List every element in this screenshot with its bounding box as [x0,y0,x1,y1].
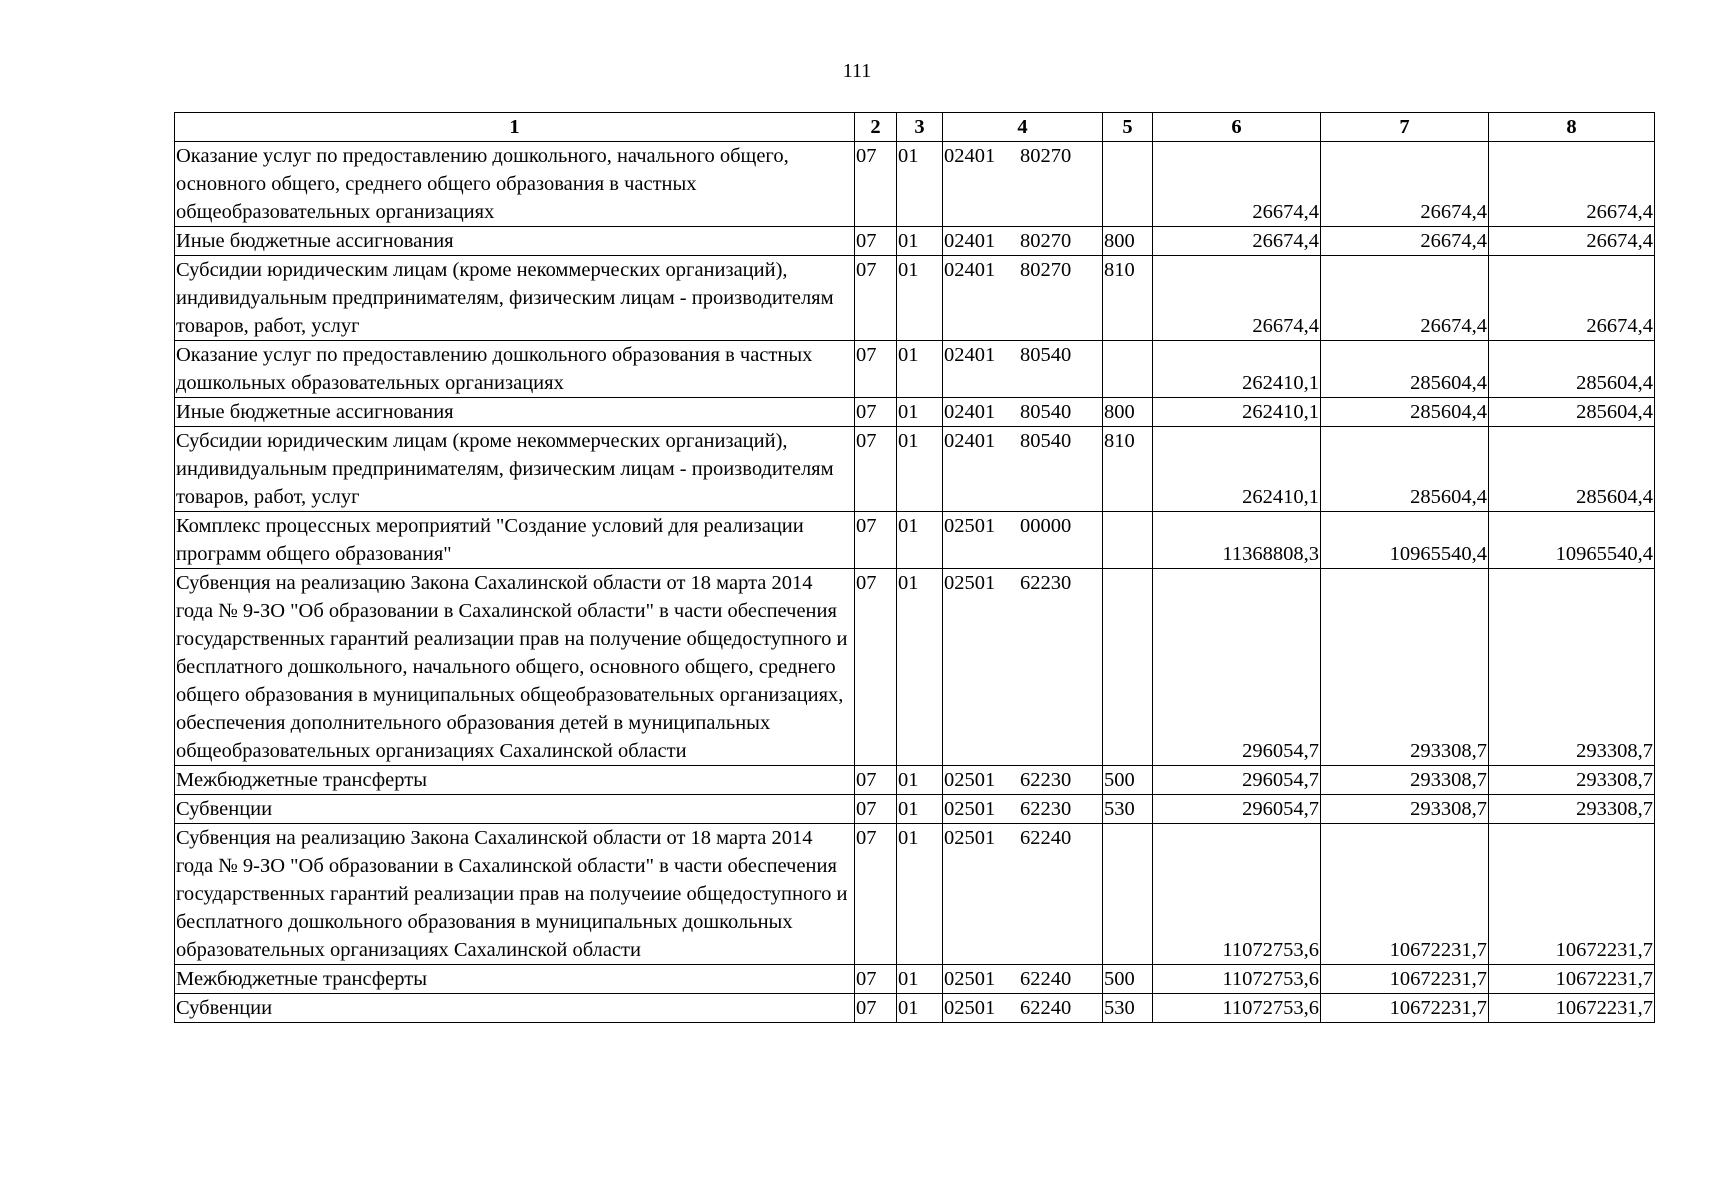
target-article-cell [943,824,1103,965]
expense-type-cell: 800 [1103,227,1153,256]
section-code-cell: 07 [855,142,897,227]
header-col-1: 1 [175,113,855,142]
row-name-cell: Субвенция на реализацию Закона Сахалинской области от 18 марта 2014 года № 9-ЗО "Об образовании в Сахалинской области" в части обеспечения государственных гарантий реализации прав на получеиие общедоступного и бесплатного дошкольного образования в муниципальных дошкольных образовательных организациях Сахалинской области [175,824,855,965]
direction-code: 00000 [1020,515,1072,537]
section-code-cell: 07 [855,994,897,1023]
expense-type-cell: 500 [1103,965,1153,994]
subsection-code-cell: 01 [897,341,943,398]
amount-col-7-cell: 293308,7 [1321,795,1489,824]
program-code: 02501 [944,997,996,1019]
program-code: 02401 [944,430,996,452]
subsection-code-cell: 01 [897,824,943,965]
amount-col-8-cell: 285604,4 [1489,341,1655,398]
row-name-cell: Оказание услуг по предоставлению дошкольного образования в частных дошкольных образовательных организациях [175,341,855,398]
amount-col-8-cell: 293308,7 [1489,795,1655,824]
target-article-cell [943,965,1103,994]
amount-col-7-cell: 10672231,7 [1321,824,1489,965]
table-row [175,227,1655,256]
table-row [175,766,1655,795]
amount-col-7-cell: 10672231,7 [1321,965,1489,994]
subsection-code-cell: 01 [897,427,943,512]
expense-type-cell [1103,341,1153,398]
target-article-cell [943,569,1103,766]
table-row [175,142,1655,227]
page-number: 111 [842,60,872,82]
amount-col-6-cell: 26674,4 [1153,142,1321,227]
amount-col-7-cell: 26674,4 [1321,142,1489,227]
row-name-cell: Комплекс процессных мероприятий "Создание условий для реализации программ общего образования" [175,512,855,569]
amount-col-7-cell: 285604,4 [1321,427,1489,512]
subsection-code-cell: 01 [897,512,943,569]
target-article-cell [943,512,1103,569]
amount-col-7-cell: 26674,4 [1321,256,1489,341]
header-col-2: 2 [855,113,897,142]
subsection-code-cell: 01 [897,227,943,256]
direction-code: 62240 [1020,827,1072,849]
table-row [175,824,1655,965]
row-name-cell: Субсидии юридическим лицам (кроме некоммерческих организаций), индивидуальным предпринимателям, физическим лицам - производителям товаров, работ, услуг [175,427,855,512]
amount-col-6-cell: 26674,4 [1153,227,1321,256]
header-col-7: 7 [1321,113,1489,142]
section-code-cell: 07 [855,256,897,341]
amount-col-6-cell: 11072753,6 [1153,824,1321,965]
table-body [175,142,1655,1023]
subsection-code-cell: 01 [897,398,943,427]
table-row [175,965,1655,994]
expense-type-cell [1103,512,1153,569]
program-code: 02401 [944,401,996,423]
target-article-cell [943,341,1103,398]
program-code: 02401 [944,344,996,366]
target-article-cell [943,994,1103,1023]
amount-col-8-cell: 285604,4 [1489,398,1655,427]
amount-col-6-cell: 262410,1 [1153,341,1321,398]
row-name-cell: Субсидии юридическим лицам (кроме некоммерческих организаций), индивидуальным предпринимателям, физическим лицам - производителям товаров, работ, услуг [175,256,855,341]
expense-type-cell: 500 [1103,766,1153,795]
amount-col-8-cell: 10672231,7 [1489,965,1655,994]
amount-col-8-cell: 10672231,7 [1489,994,1655,1023]
row-name-cell: Субвенции [175,994,855,1023]
direction-code: 62230 [1020,572,1072,594]
header-col-4: 4 [943,113,1103,142]
amount-col-6-cell: 262410,1 [1153,427,1321,512]
row-name-cell: Субвенция на реализацию Закона Сахалинской области от 18 марта 2014 года № 9-ЗО "Об образовании в Сахалинской области" в части обеспечения государственных гарантий реализации прав на получение общедоступного и бесплатного дошкольного, начального общего, основного общего, среднего общего образования в муниципальных общеобразовательных организациях, обеспечения дополнительного образования детей в муниципальных общеобразовательных организациях Сахалинской области [175,569,855,766]
amount-col-7-cell: 10965540,4 [1321,512,1489,569]
amount-col-8-cell: 26674,4 [1489,256,1655,341]
expense-type-cell [1103,824,1153,965]
row-name-cell: Оказание услуг по предоставлению дошкольного, начального общего, основного общего, среднего общего образования в частных общеобразовательных организациях [175,142,855,227]
program-code: 02501 [944,572,996,594]
program-code: 02501 [944,798,996,820]
expense-type-cell [1103,569,1153,766]
subsection-code-cell: 01 [897,256,943,341]
section-code-cell: 07 [855,569,897,766]
section-code-cell: 07 [855,512,897,569]
program-code: 02501 [944,769,996,791]
row-name-cell: Межбюджетные трансферты [175,965,855,994]
program-code: 02401 [944,145,996,167]
expense-type-cell [1103,142,1153,227]
amount-col-6-cell: 262410,1 [1153,398,1321,427]
amount-col-8-cell: 26674,4 [1489,227,1655,256]
amount-col-8-cell: 26674,4 [1489,142,1655,227]
row-name-cell: Субвенции [175,795,855,824]
amount-col-6-cell: 296054,7 [1153,569,1321,766]
target-article-cell [943,227,1103,256]
subsection-code-cell: 01 [897,142,943,227]
amount-col-7-cell: 285604,4 [1321,341,1489,398]
section-code-cell: 07 [855,398,897,427]
header-col-8: 8 [1489,113,1655,142]
amount-col-6-cell: 26674,4 [1153,256,1321,341]
amount-col-7-cell: 293308,7 [1321,569,1489,766]
direction-code: 62240 [1020,968,1072,990]
program-code: 02401 [944,259,996,281]
amount-col-6-cell: 11072753,6 [1153,994,1321,1023]
amount-col-8-cell: 293308,7 [1489,569,1655,766]
direction-code: 80540 [1020,344,1072,366]
subsection-code-cell: 01 [897,795,943,824]
subsection-code-cell: 01 [897,766,943,795]
amount-col-6-cell: 296054,7 [1153,766,1321,795]
direction-code: 80270 [1020,230,1072,252]
table-row [175,795,1655,824]
target-article-cell [943,256,1103,341]
table-row [175,256,1655,341]
expense-type-cell: 530 [1103,994,1153,1023]
amount-col-7-cell: 26674,4 [1321,227,1489,256]
amount-col-6-cell: 296054,7 [1153,795,1321,824]
target-article-cell [943,142,1103,227]
section-code-cell: 07 [855,795,897,824]
row-name-cell: Межбюджетные трансферты [175,766,855,795]
amount-col-6-cell: 11368808,3 [1153,512,1321,569]
amount-col-8-cell: 10672231,7 [1489,824,1655,965]
amount-col-8-cell: 293308,7 [1489,766,1655,795]
row-name-cell: Иные бюджетные ассигнования [175,398,855,427]
target-article-cell [943,398,1103,427]
table-row [175,427,1655,512]
table-row [175,569,1655,766]
table-row [175,341,1655,398]
subsection-code-cell: 01 [897,569,943,766]
section-code-cell: 07 [855,227,897,256]
program-code: 02501 [944,827,996,849]
section-code-cell: 07 [855,341,897,398]
subsection-code-cell: 01 [897,994,943,1023]
amount-col-8-cell: 285604,4 [1489,427,1655,512]
direction-code: 62230 [1020,798,1072,820]
program-code: 02501 [944,515,996,537]
budget-table [174,112,1655,1023]
expense-type-cell: 810 [1103,256,1153,341]
header-row [175,113,1655,142]
direction-code: 80270 [1020,145,1072,167]
expense-type-cell: 530 [1103,795,1153,824]
direction-code: 62240 [1020,997,1072,1019]
header-col-5: 5 [1103,113,1153,142]
program-code: 02401 [944,230,996,252]
target-article-cell [943,766,1103,795]
section-code-cell: 07 [855,824,897,965]
table-row [175,398,1655,427]
direction-code: 80540 [1020,401,1072,423]
section-code-cell: 07 [855,427,897,512]
target-article-cell [943,795,1103,824]
header-col-3: 3 [897,113,943,142]
section-code-cell: 07 [855,965,897,994]
expense-type-cell: 810 [1103,427,1153,512]
table-row [175,512,1655,569]
direction-code: 80540 [1020,430,1072,452]
direction-code: 80270 [1020,259,1072,281]
amount-col-8-cell: 10965540,4 [1489,512,1655,569]
amount-col-7-cell: 10672231,7 [1321,994,1489,1023]
expense-type-cell: 800 [1103,398,1153,427]
header-col-6: 6 [1153,113,1321,142]
section-code-cell: 07 [855,766,897,795]
amount-col-6-cell: 11072753,6 [1153,965,1321,994]
direction-code: 62230 [1020,769,1072,791]
subsection-code-cell: 01 [897,965,943,994]
row-name-cell: Иные бюджетные ассигнования [175,227,855,256]
amount-col-7-cell: 293308,7 [1321,766,1489,795]
program-code: 02501 [944,968,996,990]
target-article-cell [943,427,1103,512]
amount-col-7-cell: 285604,4 [1321,398,1489,427]
table-row [175,994,1655,1023]
